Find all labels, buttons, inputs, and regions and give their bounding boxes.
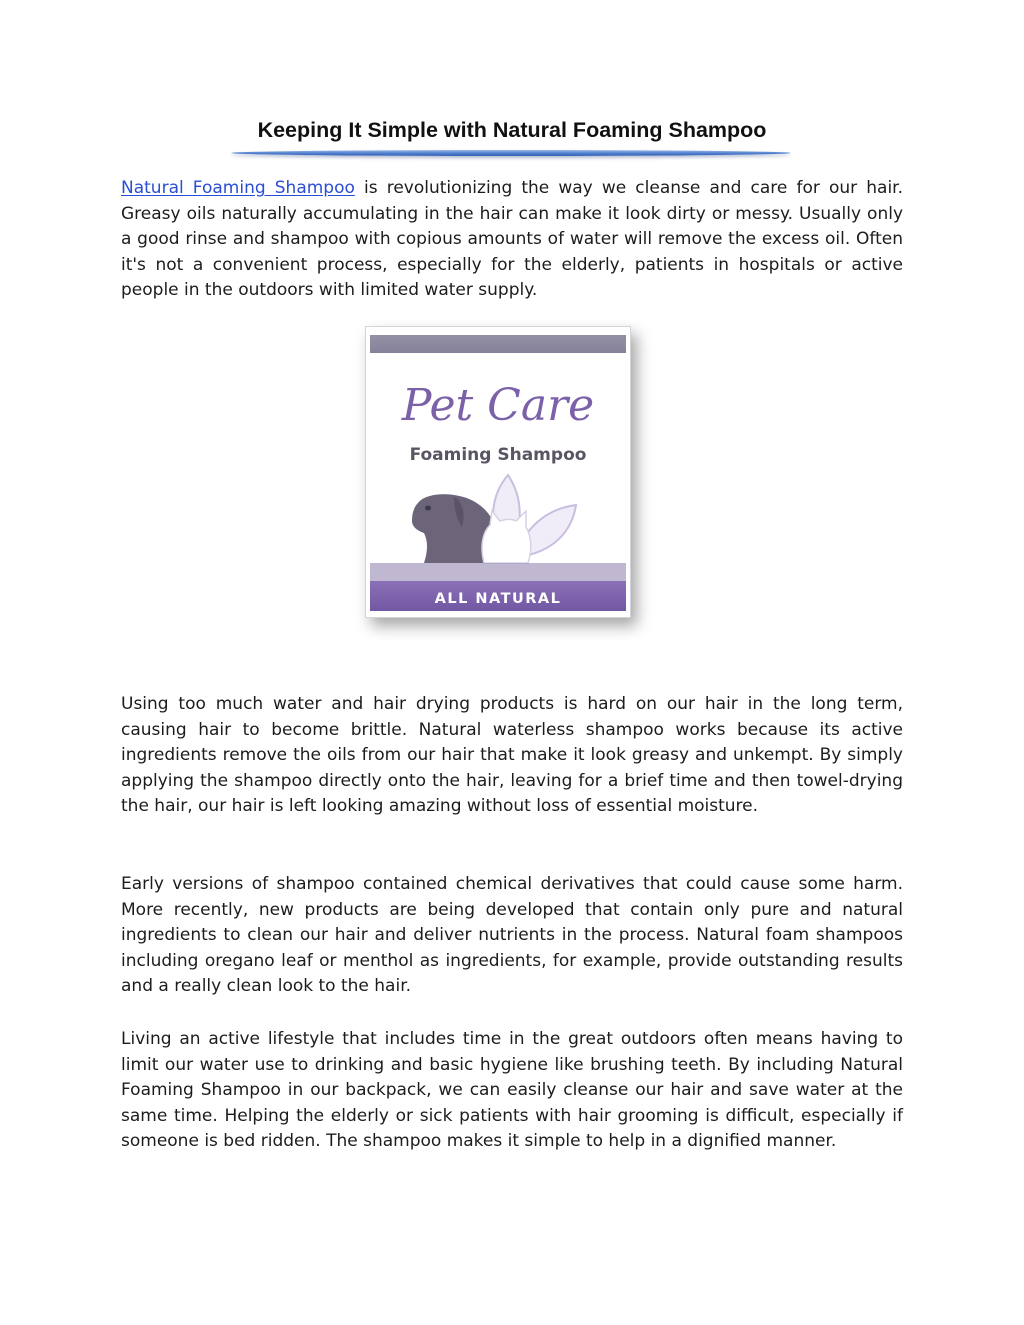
document-title: Keeping It Simple with Natural Foaming Shampoo	[257, 118, 767, 142]
paragraph-intro-text: is revolutionizing the way we cleanse and care for our hair. Greasy oils naturally accumulating in the hair can make it look dirty or messy. Usually only a good rinse and shampoo with copious amounts of water will remove the excess oil. Often it's not a convenient process, especially for the elderly, patients in hospitals or active people in the outdoors with limited water supply.	[121, 178, 903, 301]
title-container	[0, 118, 1024, 143]
paragraph-active-lifestyle: Living an active lifestyle that includes time in the great outdoors often means having to limit our water use to drinking and basic hygiene like brushing teeth. By including Natural Foaming Shampoo in our backpack, we can easily cleanse our hair and save water at the same time. Helping the elderly or sick patients with hair grooming is difficult, especially if someone is bed ridden. The shampoo makes it simple to help in a dignified manner.	[121, 1029, 903, 1152]
paragraph-water-usage: Using too much water and hair drying products is hard on our hair in the long term, causing hair to become brittle. Natural waterless shampoo works because its active ingredients remove the oils from our hair that make it look greasy and unkempt. By simply applying the shampoo directly onto the hair, leaving for a brief time and then towel-drying the hair, our hair is left looking amazing without loss of essential moisture.	[121, 694, 903, 817]
all-natural-banner: ALL NATURAL	[434, 591, 562, 607]
top-gray-band	[370, 335, 626, 353]
pet-care-label-graphic	[366, 327, 630, 617]
brand-name: Pet Care	[401, 380, 595, 431]
dog-nose	[425, 506, 431, 511]
product-name: Foaming Shampoo	[409, 445, 587, 465]
title-underline-rule	[231, 150, 791, 156]
mid-lilac-band	[370, 563, 626, 583]
natural-foaming-shampoo-link[interactable]: Natural Foaming Shampoo	[121, 178, 355, 198]
paragraph-early-versions: Early versions of shampoo contained chemical derivatives that could cause some harm. More recently, new products are being developed that contain only pure and natural ingredients to clean our hair and deliver nutrients in the process. Natural foam shampoos including oregano leaf or menthol as ingredients, for example, provide outstanding results and a really clean look to the hair.	[121, 874, 903, 997]
paragraph-intro	[121, 176, 903, 304]
product-image	[365, 326, 631, 618]
